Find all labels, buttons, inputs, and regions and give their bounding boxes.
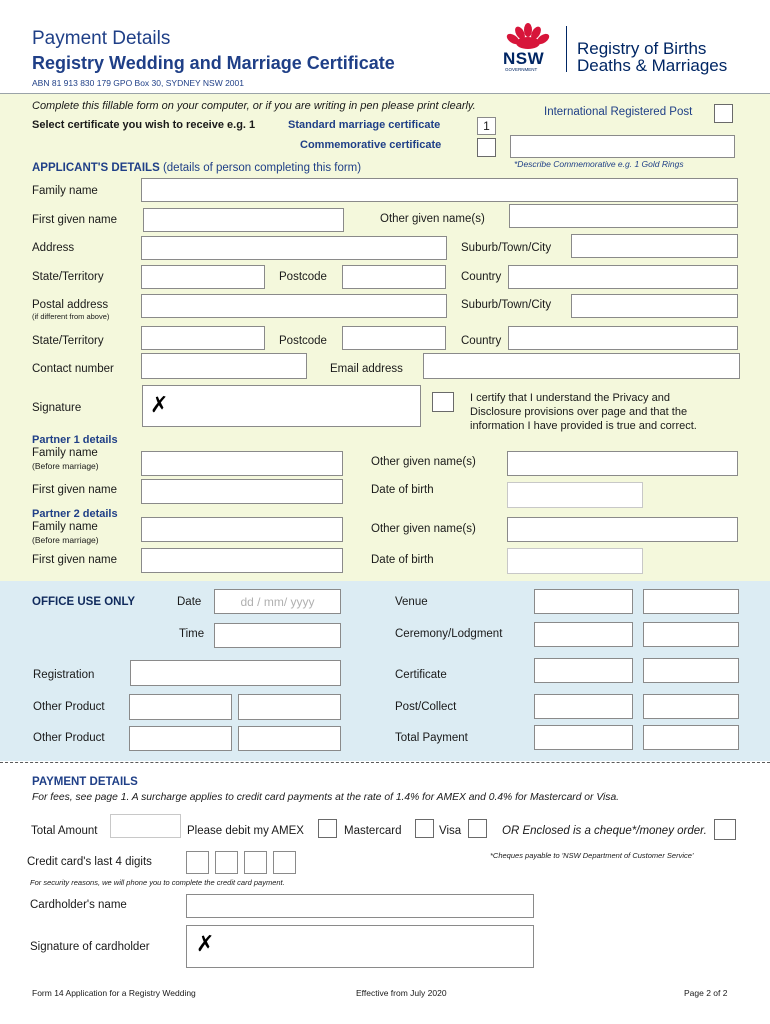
other-given-names-label: Other given name(s) [380,213,485,225]
office-date-input[interactable]: dd / mm/ yyyy [214,589,341,614]
partner1-dob-label: Date of birth [371,484,434,496]
first-given-name-input[interactable] [143,208,344,232]
card-digit-1-input[interactable] [186,851,209,874]
card-digit-3-input[interactable] [244,851,267,874]
office-certificate-input-2[interactable] [643,658,739,683]
footer-effective: Effective from July 2020 [356,988,447,998]
postal-postcode-input[interactable] [342,326,446,350]
security-note: For security reasons, we will phone you to complete the credit card payment. [30,878,285,887]
postcode-label: Postcode [279,271,327,283]
logo-divider [566,26,567,72]
mastercard-label: Mastercard [344,825,402,837]
state-input[interactable] [141,265,265,289]
cardholder-signature-cross-icon: ✗ [196,932,215,957]
office-venue-input-1[interactable] [534,589,633,614]
office-address: ABN 81 913 830 179 GPO Box 30, SYDNEY NSW 2001 [32,78,244,88]
partner1-family-name-label: Family name [32,447,98,459]
partner2-before-marriage-note: (Before marriage) [32,535,99,545]
footer-page-number: Page 2 of 2 [684,988,728,998]
standard-certificate-qty[interactable]: 1 [477,117,496,135]
cheque-checkbox[interactable] [714,819,736,840]
office-other-product-1-input-a[interactable] [129,694,232,720]
total-amount-input[interactable] [110,814,181,838]
email-address-input[interactable] [423,353,740,379]
cheque-label: OR Enclosed is a cheque*/money order. [502,825,707,837]
signature-cross-icon: ✗ [150,393,169,418]
office-post-collect-label: Post/Collect [395,701,457,713]
certify-text-1: I certify that I understand the Privacy and [470,392,670,404]
suburb-input[interactable] [571,234,738,258]
partner2-other-names-label: Other given name(s) [371,523,476,535]
commemorative-description-input[interactable] [510,135,735,158]
nsw-logo [500,22,556,74]
office-venue-input-2[interactable] [643,589,739,614]
family-name-label: Family name [32,185,98,197]
postal-address-label: Postal address [32,299,109,311]
partner2-dob-label: Date of birth [371,554,434,566]
certify-text-2: Disclosure provisions over page and that the [470,406,688,418]
form-title: Payment Details [32,28,171,49]
other-given-names-input[interactable] [509,204,738,228]
email-address-label: Email address [330,363,403,375]
mastercard-checkbox[interactable] [415,819,434,838]
partner2-heading: Partner 2 details [32,508,118,520]
partner1-first-name-input[interactable] [141,479,343,504]
office-time-label: Time [179,628,205,640]
office-date-label: Date [177,596,202,608]
postal-postcode-label: Postcode [279,335,327,347]
form-subtitle: Registry Wedding and Marriage Certificate [32,53,395,73]
partner2-first-name-label: First given name [32,554,118,566]
cardholder-signature-label: Signature of cardholder [30,941,150,953]
office-ceremony-label: Ceremony/Lodgment [395,628,503,640]
cardholder-name-label: Cardholder's name [30,899,127,911]
postal-address-input[interactable] [141,294,447,318]
postal-suburb-input[interactable] [571,294,738,318]
partner1-first-name-label: First given name [32,484,118,496]
debit-label: Please debit my AMEX [187,825,304,837]
office-other-product-2-input-a[interactable] [129,726,232,751]
office-other-product-2-label: Other Product [33,732,105,744]
intl-post-label: International Registered Post [544,106,693,118]
office-other-product-1-input-b[interactable] [238,694,341,720]
cardholder-name-input[interactable] [186,894,534,918]
postal-state-label: State/Territory [32,335,104,347]
partner1-other-names-label: Other given name(s) [371,456,476,468]
office-post-collect-input-2[interactable] [643,694,739,719]
office-registration-label: Registration [33,669,95,681]
partner2-dob-input[interactable] [507,548,643,574]
postal-state-input[interactable] [141,326,265,350]
commemorative-checkbox[interactable] [477,138,496,157]
office-certificate-label: Certificate [395,669,447,681]
family-name-input[interactable] [141,178,738,202]
card-digit-4-input[interactable] [273,851,296,874]
select-certificate-label: Select certificate you wish to receive e.g. 1 [32,119,256,131]
postcode-input[interactable] [342,265,446,289]
registry-logo-line2: Deaths & Marriages [577,56,728,75]
certify-text-3: information I have provided is true and correct. [470,420,697,432]
cardholder-signature-input[interactable] [186,925,534,968]
total-amount-label: Total Amount [31,825,98,837]
registry-logo-line1: Registry of Births [577,39,707,58]
office-registration-input[interactable] [130,660,341,686]
postal-country-label: Country [461,335,502,347]
first-given-name-label: First given name [32,214,118,226]
partner2-family-name-label: Family name [32,521,98,533]
amex-checkbox[interactable] [318,819,337,838]
intl-post-checkbox[interactable] [714,104,733,123]
partner2-other-names-input[interactable] [507,517,738,542]
office-post-collect-input-1[interactable] [534,694,633,719]
payment-fees-note: For fees, see page 1. A surcharge applies to credit card payments at the rate of 1.4% for AMEX and 0.4% for Mastercard or Visa. [32,792,620,803]
office-other-product-1-label: Other Product [33,701,105,713]
waratah-icon [500,22,556,52]
office-use-heading: OFFICE USE ONLY [32,596,136,608]
signature-input[interactable] [142,385,421,427]
partner1-heading: Partner 1 details [32,434,118,446]
applicant-heading [32,162,361,174]
office-total-payment-input-2[interactable] [643,725,739,750]
instruction-text: Complete this fillable form on your computer, or if you are writing in pen please print clearly. [32,100,476,112]
suburb-label: Suburb/Town/City [461,242,552,254]
country-label: Country [461,271,502,283]
standard-certificate-label: Standard marriage certificate [288,119,441,131]
cheques-note: *Cheques payable to 'NSW Department of Customer Service' [490,851,694,860]
payment-heading: PAYMENT DETAILS [32,776,138,788]
address-input[interactable] [141,236,447,260]
office-other-product-2-input-b[interactable] [238,726,341,751]
section-divider [0,762,770,763]
office-time-input[interactable] [214,623,341,648]
applicant-heading-note: (details of person completing this form) [162,162,362,174]
contact-number-label: Contact number [32,363,114,375]
commemorative-label: Commemorative certificate [300,139,442,151]
partner1-family-name-input[interactable] [141,451,343,476]
office-ceremony-input-1[interactable] [534,622,633,647]
postal-country-input[interactable] [508,326,738,350]
office-ceremony-input-2[interactable] [643,622,739,647]
office-certificate-input-1[interactable] [534,658,633,683]
commemorative-note: *Describe Commemorative e.g. 1 Gold Rings [514,159,684,169]
nsw-logo-text: NSW [503,49,545,68]
signature-label: Signature [32,402,82,414]
country-input[interactable] [508,265,738,289]
partner1-before-marriage-note: (Before marriage) [32,461,99,471]
applicant-heading-text: APPLICANT'S DETAILS [32,162,160,174]
certify-checkbox[interactable] [432,392,454,412]
partner1-dob-input[interactable] [507,482,643,508]
office-venue-label: Venue [395,596,428,608]
state-label: State/Territory [32,271,104,283]
contact-number-input[interactable] [141,353,307,379]
nsw-government-text: GOVERNMENT [505,67,538,72]
address-label: Address [32,242,75,254]
partner2-family-name-input[interactable] [141,517,343,542]
visa-checkbox[interactable] [468,819,487,838]
partner2-first-name-input[interactable] [141,548,343,573]
postal-address-note: (if different from above) [32,312,110,321]
partner1-other-names-input[interactable] [507,451,738,476]
visa-label: Visa [439,825,462,837]
footer-form-name: Form 14 Application for a Registry Wedding [32,988,196,998]
card-digit-2-input[interactable] [215,851,238,874]
office-total-payment-label: Total Payment [395,732,468,744]
card-digits-label: Credit card's last 4 digits [27,856,152,868]
postal-suburb-label: Suburb/Town/City [461,299,552,311]
office-total-payment-input-1[interactable] [534,725,633,750]
